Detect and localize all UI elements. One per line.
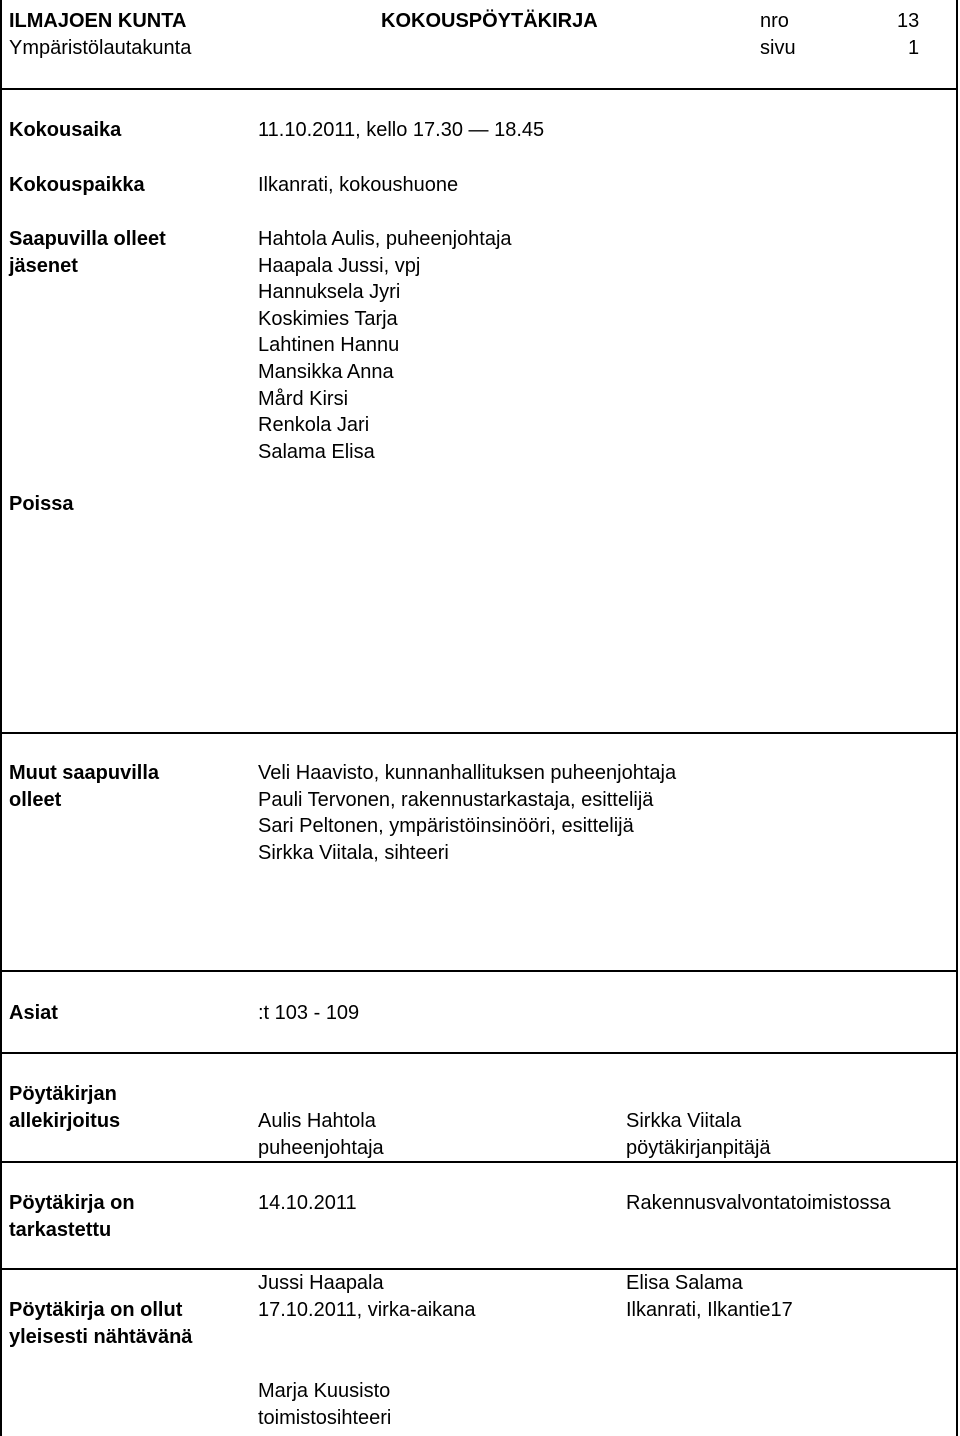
certifier bbox=[258, 1378, 391, 1432]
member-name: Haapala Jussi, vpj bbox=[258, 254, 421, 277]
chair-name: Aulis Hahtola bbox=[258, 1110, 376, 1132]
chair-signature bbox=[258, 1108, 384, 1162]
document-type: KOKOUSPÖYTÄKIRJA bbox=[381, 10, 598, 32]
certifier-name: Marja Kuusisto bbox=[258, 1380, 391, 1402]
member-name: Mansikka Anna bbox=[258, 360, 394, 383]
members-list bbox=[258, 226, 512, 465]
keeper-name: Sirkka Viitala bbox=[626, 1110, 742, 1132]
divider-checked bbox=[2, 1268, 957, 1270]
items-value: :t 103 - 109 bbox=[258, 1002, 360, 1024]
member-name: Hahtola Aulis, puheenjohtaja bbox=[258, 228, 512, 250]
items-label: Asiat bbox=[9, 1002, 58, 1024]
checker-1-name: Jussi Haapala bbox=[258, 1272, 384, 1294]
checked-date: 14.10.2011 bbox=[258, 1192, 357, 1214]
meeting-place-value: Ilkanrati, kokoushuone bbox=[258, 174, 459, 196]
meeting-place-label: Kokouspaikka bbox=[9, 174, 145, 196]
page-value: 1 bbox=[908, 37, 920, 59]
public-label: Pöytäkirja on ollut yleisesti nähtävänä bbox=[9, 1299, 193, 1348]
right-border bbox=[956, 0, 958, 1436]
keeper-signature bbox=[626, 1108, 771, 1162]
other-attendee: Veli Haavisto, kunnanhallituksen puheenjohtaja bbox=[258, 762, 677, 784]
member-name: Hannuksela Jyri bbox=[258, 281, 401, 304]
other-attendee: Sari Peltonen, ympäristöinsinööri, esittelijä bbox=[258, 815, 634, 838]
checker-2-name: Elisa Salama bbox=[626, 1272, 743, 1294]
signatures-label: Pöytäkirjan allekirjoitus bbox=[9, 1083, 121, 1132]
public-place: Ilkanrati, Ilkantie17 bbox=[626, 1299, 793, 1321]
members-label: Saapuvilla olleet jäsenet bbox=[9, 228, 166, 277]
chair-role: puheenjohtaja bbox=[258, 1137, 384, 1159]
nro-label: nro bbox=[760, 10, 789, 32]
divider-items bbox=[2, 1052, 957, 1054]
keeper-role: pöytäkirjanpitäjä bbox=[626, 1137, 771, 1159]
other-attendee: Pauli Tervonen, rakennustarkastaja, esittelijä bbox=[258, 788, 654, 811]
divider-absent bbox=[2, 732, 957, 734]
absent-label: Poissa bbox=[9, 493, 74, 515]
meeting-time-label: Kokousaika bbox=[9, 119, 122, 141]
member-name: Renkola Jari bbox=[258, 414, 370, 437]
board-name: Ympäristölautakunta bbox=[9, 37, 192, 59]
member-name: Lahtinen Hannu bbox=[258, 334, 400, 357]
municipality-name: ILMAJOEN KUNTA bbox=[9, 10, 187, 32]
certifier-role: toimistosihteeri bbox=[258, 1407, 392, 1429]
member-name: Mård Kirsi bbox=[258, 387, 349, 410]
member-name: Koskimies Tarja bbox=[258, 307, 398, 330]
member-name: Salama Elisa bbox=[258, 440, 375, 463]
checked-label: Pöytäkirja on tarkastettu bbox=[9, 1192, 135, 1241]
public-date: 17.10.2011, virka-aikana bbox=[258, 1299, 476, 1321]
nro-value: 13 bbox=[897, 10, 920, 32]
divider-header bbox=[2, 88, 957, 90]
divider-signatures bbox=[2, 1161, 957, 1163]
others-list bbox=[258, 760, 676, 866]
meeting-time-value: 11.10.2011, kello 17.30 — 18.45 bbox=[258, 119, 545, 141]
others-label: Muut saapuvilla olleet bbox=[9, 762, 160, 811]
page-label: sivu bbox=[760, 37, 796, 59]
left-border bbox=[0, 0, 2, 1436]
checked-place: Rakennusvalvontatoimistossa bbox=[626, 1192, 891, 1214]
divider-others bbox=[2, 970, 957, 972]
other-attendee: Sirkka Viitala, sihteeri bbox=[258, 841, 449, 864]
